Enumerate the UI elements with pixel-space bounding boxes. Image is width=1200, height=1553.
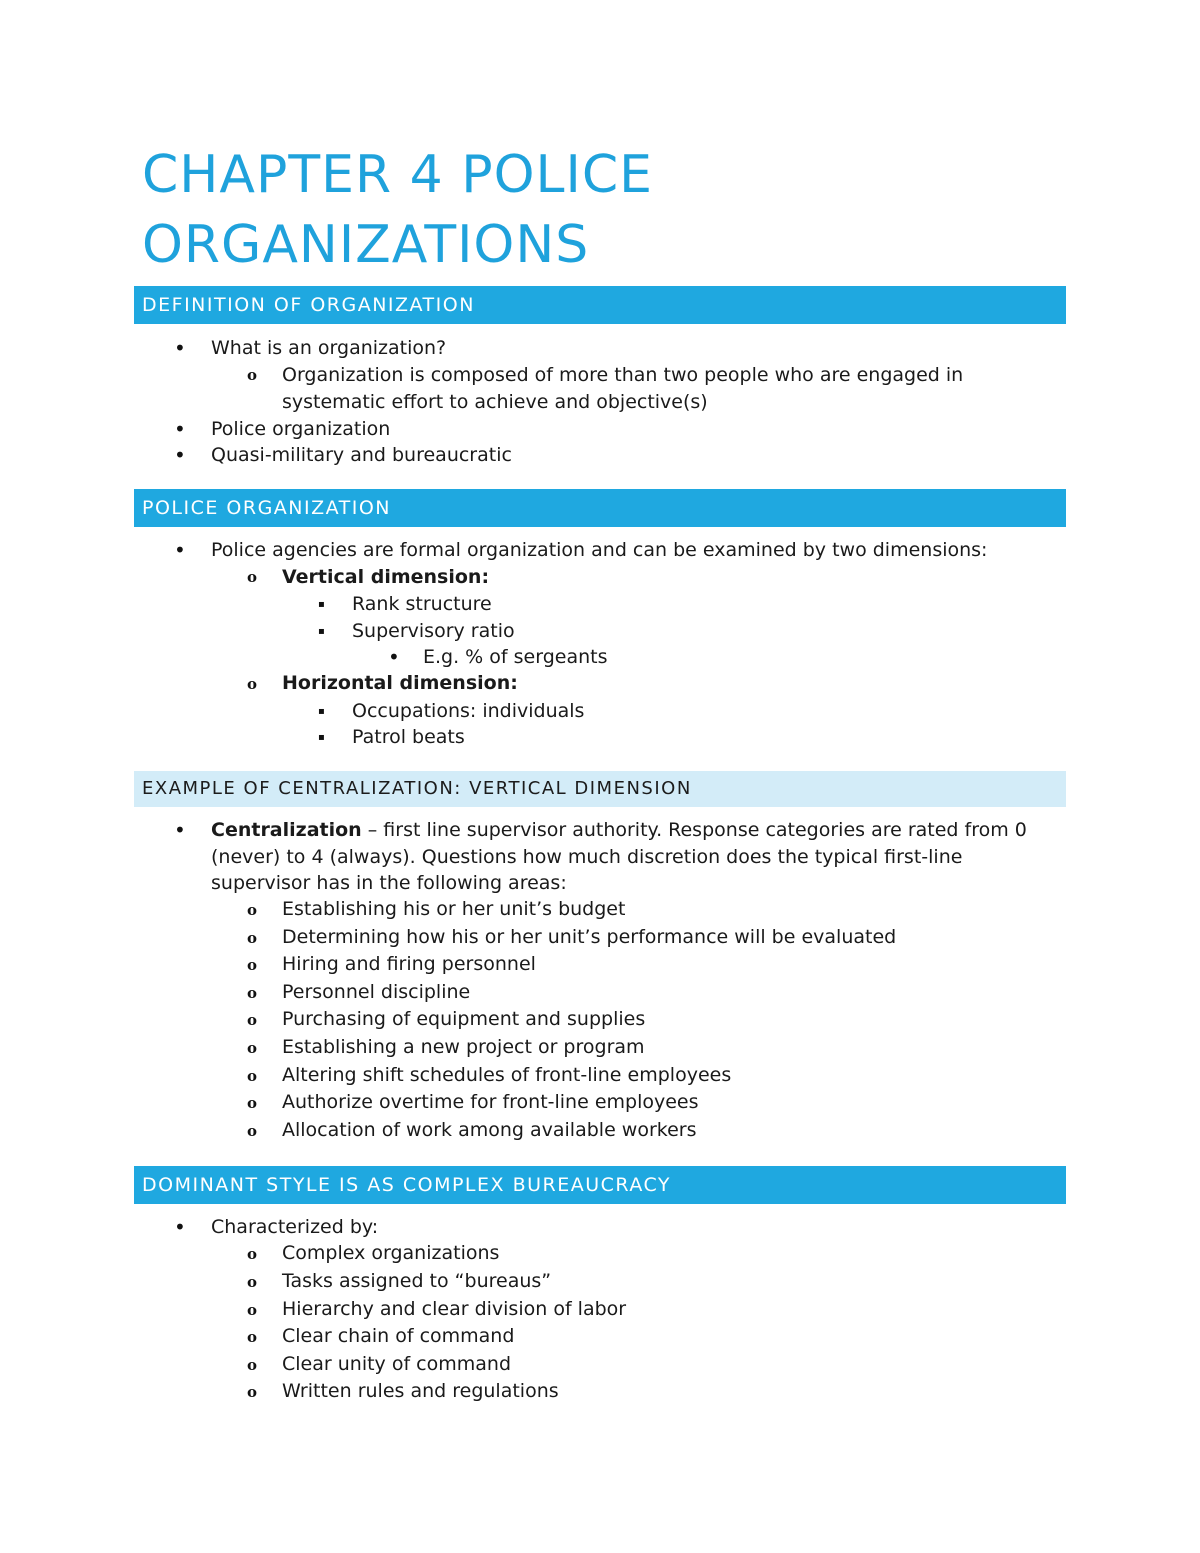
list-item: Hierarchy and clear division of labor	[282, 1298, 627, 1320]
list-item: Characterized by:	[211, 1216, 379, 1238]
list-item: Occupations: individuals	[352, 700, 585, 722]
section-heading-police-organization: POLICE ORGANIZATION	[134, 489, 1066, 527]
list-item: Altering shift schedules of front-line employees	[282, 1064, 732, 1086]
bullet-icon: o	[247, 1273, 258, 1291]
bullet-icon: o	[247, 1067, 258, 1085]
list-item: Patrol beats	[352, 726, 465, 748]
section-heading-definition: DEFINITION OF ORGANIZATION	[134, 286, 1066, 324]
bullet-icon: ▪	[318, 732, 325, 743]
bullet-icon: o	[247, 984, 258, 1002]
bullet-icon: o	[247, 1094, 258, 1112]
centralization-description: – first line supervisor authority. Response categories are rated from 0	[361, 819, 1027, 841]
title-line-2: ORGANIZATIONS	[142, 215, 590, 275]
bullet-icon: •	[174, 443, 186, 467]
list-item: Establishing his or her unit’s budget	[282, 898, 626, 920]
list-item: Allocation of work among available workers	[282, 1119, 697, 1141]
bullet-icon: o	[247, 1122, 258, 1140]
list-item: Authorize overtime for front-line employees	[282, 1091, 699, 1113]
list-item: Police organization	[211, 418, 391, 440]
bullet-icon: o	[247, 901, 258, 919]
document-title	[142, 140, 1042, 280]
bullet-icon: ▪	[318, 626, 325, 637]
list-item-continuation: (never) to 4 (always). Questions how much discretion does the typical first-line	[211, 846, 963, 868]
bullet-icon: •	[174, 818, 186, 842]
list-item: Personnel discipline	[282, 981, 471, 1003]
bullet-icon: o	[247, 1328, 258, 1346]
list-item: Rank structure	[352, 593, 492, 615]
bullet-icon: ▪	[318, 599, 325, 610]
bullet-icon: o	[247, 956, 258, 974]
list-item: Organization is composed of more than two people who are engaged in	[282, 364, 964, 386]
list-item: Police agencies are formal organization and can be examined by two dimensions:	[211, 539, 988, 561]
list-item: Establishing a new project or program	[282, 1036, 645, 1058]
bullet-icon: •	[174, 336, 186, 360]
list-item	[211, 817, 1027, 844]
bullet-icon: •	[174, 417, 186, 441]
list-item: Complex organizations	[282, 1242, 500, 1264]
list-item: Determining how his or her unit’s performance will be evaluated	[282, 926, 897, 948]
bullet-icon: o	[247, 1301, 258, 1319]
section-heading-centralization: EXAMPLE OF CENTRALIZATION: VERTICAL DIMENSION	[134, 771, 1066, 807]
list-item: Written rules and regulations	[282, 1380, 559, 1402]
list-item: Clear chain of command	[282, 1325, 515, 1347]
list-item: Purchasing of equipment and supplies	[282, 1008, 646, 1030]
list-item-continuation: systematic effort to achieve and objective(s)	[282, 391, 708, 413]
bullet-icon: o	[247, 675, 258, 693]
bullet-icon: o	[247, 568, 258, 586]
list-item: Quasi-military and bureaucratic	[211, 444, 512, 466]
bullet-icon: •	[174, 538, 186, 562]
list-item: Clear unity of command	[282, 1353, 512, 1375]
bullet-icon: o	[247, 1245, 258, 1263]
bullet-icon: o	[247, 1356, 258, 1374]
bullet-icon: •	[388, 645, 400, 669]
bullet-icon: o	[247, 1383, 258, 1401]
list-item: Horizontal dimension:	[282, 672, 518, 694]
bullet-icon: o	[247, 366, 258, 384]
bullet-icon: o	[247, 929, 258, 947]
bullet-icon: •	[174, 1215, 186, 1239]
centralization-term: Centralization	[211, 819, 362, 841]
list-item: Hiring and firing personnel	[282, 953, 536, 975]
list-item: Tasks assigned to “bureaus”	[282, 1270, 552, 1292]
title-line-1: CHAPTER 4 POLICE	[142, 145, 653, 205]
list-item-continuation: supervisor has in the following areas:	[211, 872, 567, 894]
list-item: Supervisory ratio	[352, 620, 515, 642]
section-heading-bureaucracy: DOMINANT STYLE IS AS COMPLEX BUREAUCRACY	[134, 1166, 1066, 1204]
bullet-icon: o	[247, 1011, 258, 1029]
list-item: E.g. % of sergeants	[423, 646, 608, 668]
bullet-icon: o	[247, 1039, 258, 1057]
list-item: What is an organization?	[211, 337, 447, 359]
list-item: Vertical dimension:	[282, 566, 490, 588]
bullet-icon: ▪	[318, 706, 325, 717]
